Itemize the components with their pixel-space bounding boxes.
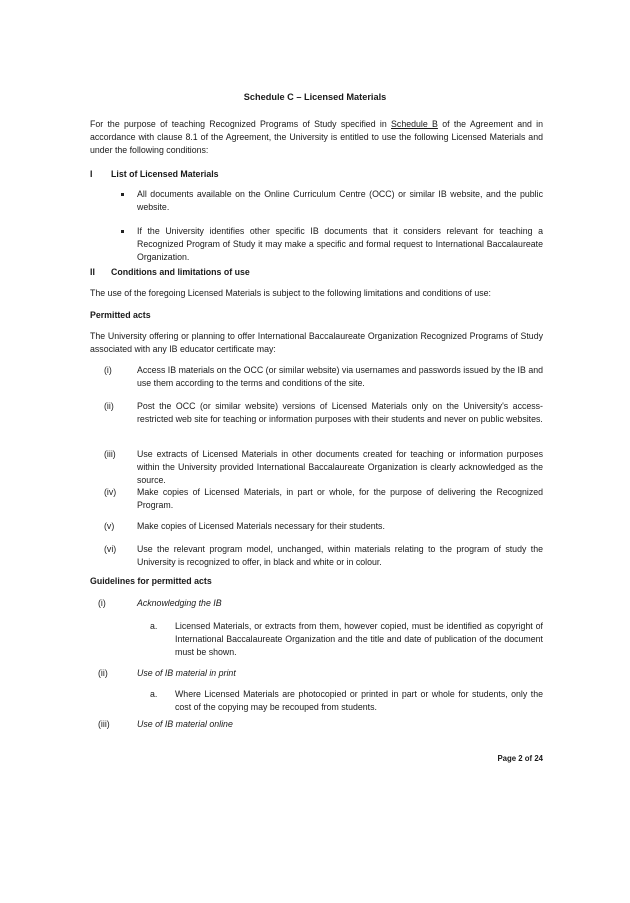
permitted-item-3-text: Use extracts of Licensed Materials in other documents created for teaching or information purposes within the University provided International Baccalaureate Organization is clearly acknowledged as the source. <box>137 449 543 485</box>
section-1-number: I <box>90 169 93 179</box>
guideline-1-number: (i) <box>98 598 106 608</box>
guideline-2-title: Use of IB material in print <box>137 668 236 678</box>
bullet-1-text: All documents available on the Online Curriculum Centre (OCC) or similar IB website, and the public website. <box>137 189 543 212</box>
guideline-1-sub-text: Licensed Materials, or extracts from them, however copied, must be identified as copyright of International Baccalaureate Organization and the title and date of publication of the document must be shown. <box>175 621 543 657</box>
permitted-item-1-number: (i) <box>104 365 112 375</box>
page-title: Schedule C – Licensed Materials <box>243 92 387 102</box>
section-2-intro: The use of the foregoing Licensed Materials is subject to the following limitations and conditions of use: <box>90 288 491 298</box>
guidelines-heading: Guidelines for permitted acts <box>90 576 212 586</box>
schedule-b-reference: Schedule B <box>391 119 438 129</box>
permitted-acts-intro: The University offering or planning to offer International Baccalaureate Organization Recognized Programs of Study associated with any IB educator certificate may: <box>90 331 543 354</box>
guideline-3-title: Use of IB material online <box>137 719 233 729</box>
permitted-item-5-text: Make copies of Licensed Materials necessary for their students. <box>137 521 385 531</box>
page-number: Page 2 of 24 <box>497 754 543 763</box>
intro-text-before: For the purpose of teaching Recognized Programs of Study specified in <box>90 119 392 129</box>
section-2-number: II <box>90 267 95 277</box>
permitted-acts-heading: Permitted acts <box>90 310 151 320</box>
bullet-2-marker <box>121 230 124 233</box>
intro-paragraph <box>90 118 543 157</box>
permitted-item-6-text: Use the relevant program model, unchanged, within materials relating to the program of study the University is recognized to offer, in black and white or in colour. <box>137 544 543 567</box>
guideline-2-number: (ii) <box>98 668 108 678</box>
permitted-item-6-number: (vi) <box>104 544 117 554</box>
permitted-item-4-number: (iv) <box>104 487 117 497</box>
permitted-item-1-text: Access IB materials on the OCC (or similar website) via usernames and passwords issued by the IB and use them according to the terms and conditions of the site. <box>137 365 543 388</box>
permitted-item-5-number: (v) <box>104 521 115 531</box>
guideline-1-title: Acknowledging the IB <box>137 598 222 608</box>
permitted-item-3-number: (iii) <box>104 449 116 459</box>
guideline-1-sub-label: a. <box>150 621 158 631</box>
bullet-1-marker <box>121 193 124 196</box>
section-2-heading: Conditions and limitations of use <box>111 267 250 277</box>
permitted-item-2-text: Post the OCC (or similar website) versions of Licensed Materials only on the University's access-restricted web site for teaching or information purposes with their students and never on public websites. <box>137 401 543 424</box>
guideline-3-number: (iii) <box>98 719 110 729</box>
intro-text-after: of the Agreement and in accordance with clause 8.1 of the Agreement, the University is entitled to use the following Licensed Materials and under the following conditions: <box>90 119 544 155</box>
guideline-2-sub-text: Where Licensed Materials are photocopied or printed in part or whole for students, only the cost of the copying may be recouped from students. <box>175 689 543 712</box>
section-1-heading: List of Licensed Materials <box>111 169 219 179</box>
permitted-item-4-text: Make copies of Licensed Materials, in part or whole, for the purpose of delivering the Recognized Program. <box>137 487 543 510</box>
permitted-item-2-number: (ii) <box>104 401 114 411</box>
guideline-2-sub-label: a. <box>150 689 158 699</box>
bullet-2-text: If the University identifies other specific IB documents that it considers relevant for teaching a Recognized Program of Study it may make a specific and formal request to International Baccalaureate Organization. <box>137 226 543 262</box>
